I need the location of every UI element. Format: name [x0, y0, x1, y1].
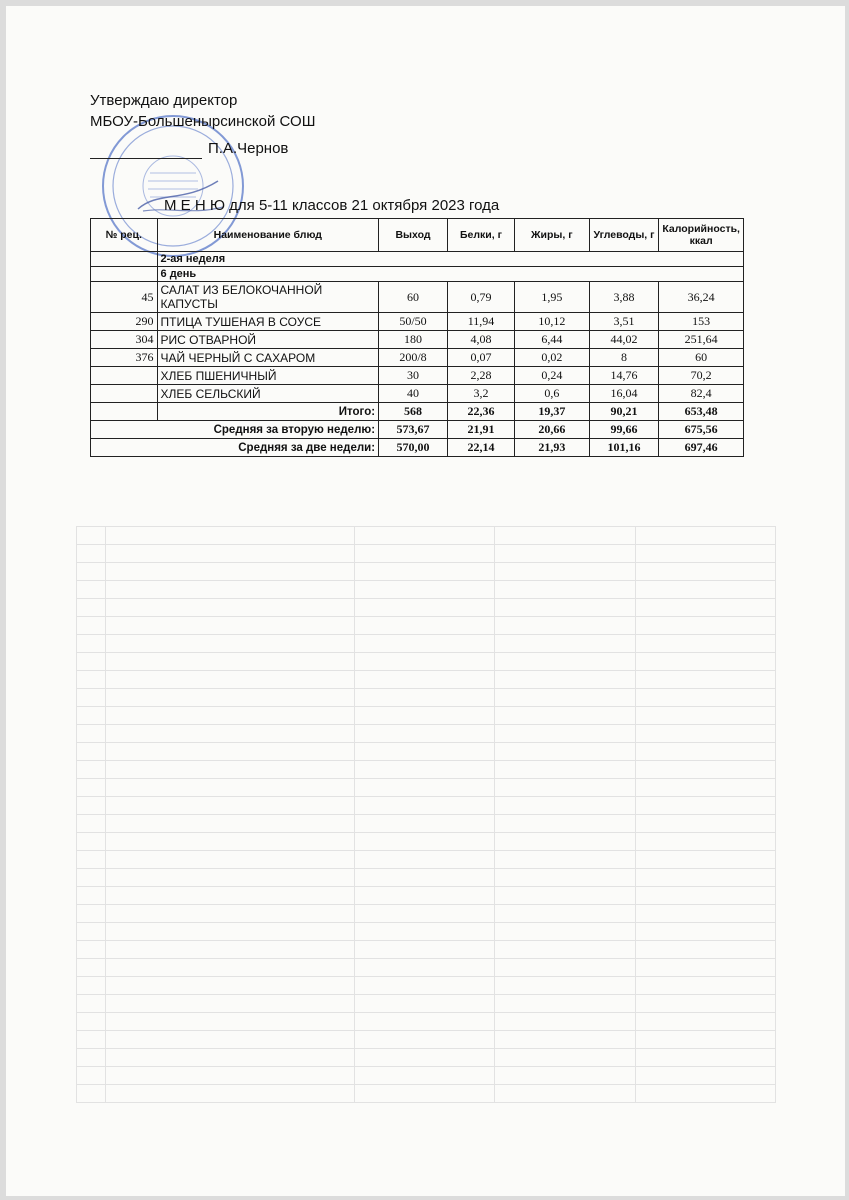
col-header-fat: Жиры, г — [514, 219, 589, 252]
avg-week-fat: 20,66 — [514, 421, 589, 439]
carbs-cell: 44,02 — [589, 331, 659, 349]
protein-cell: 4,08 — [447, 331, 514, 349]
recipe-number: 290 — [91, 313, 158, 331]
menu-table — [90, 218, 744, 457]
avg-week-protein: 21,91 — [447, 421, 514, 439]
total-fat: 19,37 — [514, 403, 589, 421]
avg-two-weeks-protein: 22,14 — [447, 439, 514, 457]
carbs-cell: 14,76 — [589, 367, 659, 385]
kcal-cell: 36,24 — [659, 282, 744, 313]
kcal-cell: 82,4 — [659, 385, 744, 403]
dish-name: РИС ОТВАРНОЙ — [157, 331, 379, 349]
bleed-through-table — [76, 526, 776, 1103]
carbs-cell: 8 — [589, 349, 659, 367]
day-row — [91, 267, 744, 282]
col-header-protein: Белки, г — [447, 219, 514, 252]
col-header-recipe: № рец. — [91, 219, 158, 252]
week-label: 2-ая неделя — [157, 252, 743, 267]
total-carbs: 90,21 — [589, 403, 659, 421]
table-row — [91, 331, 744, 349]
dish-name: ПТИЦА ТУШЕНАЯ В СОУСЕ — [157, 313, 379, 331]
output-cell: 200/8 — [379, 349, 448, 367]
recipe-number — [91, 385, 158, 403]
kcal-cell: 60 — [659, 349, 744, 367]
protein-cell: 0,79 — [447, 282, 514, 313]
day-label: 6 день — [157, 267, 743, 282]
col-header-carbs: Углеводы, г — [589, 219, 659, 252]
output-cell: 180 — [379, 331, 448, 349]
avg-two-weeks-carbs: 101,16 — [589, 439, 659, 457]
protein-cell: 3,2 — [447, 385, 514, 403]
recipe-number: 376 — [91, 349, 158, 367]
total-row — [91, 403, 744, 421]
recipe-number — [91, 367, 158, 385]
avg-two-weeks-fat: 21,93 — [514, 439, 589, 457]
total-protein: 22,36 — [447, 403, 514, 421]
fat-cell: 6,44 — [514, 331, 589, 349]
menu-title: М Е Н Ю для 5-11 классов 21 октября 2023 года — [164, 197, 500, 214]
table-header-row — [91, 219, 744, 252]
approval-title: Утверждаю директор — [90, 92, 238, 109]
kcal-cell: 251,64 — [659, 331, 744, 349]
dish-name: САЛАТ ИЗ БЕЛОКОЧАННОЙ КАПУСТЫ — [157, 282, 379, 313]
output-cell: 50/50 — [379, 313, 448, 331]
avg-week-output: 573,67 — [379, 421, 448, 439]
avg-week-kcal: 675,56 — [659, 421, 744, 439]
protein-cell: 0,07 — [447, 349, 514, 367]
signature-line — [90, 138, 315, 159]
dish-name: ЧАЙ ЧЕРНЫЙ С САХАРОМ — [157, 349, 379, 367]
approval-block — [90, 90, 315, 159]
output-cell: 40 — [379, 385, 448, 403]
avg-two-weeks-kcal: 697,46 — [659, 439, 744, 457]
output-cell: 30 — [379, 367, 448, 385]
carbs-cell: 3,51 — [589, 313, 659, 331]
school-name: МБОУ-Большенырсинской СОШ — [90, 113, 316, 130]
fat-cell: 0,24 — [514, 367, 589, 385]
fat-cell: 10,12 — [514, 313, 589, 331]
col-header-kcal: Калорийность, ккал — [659, 219, 744, 252]
recipe-number: 304 — [91, 331, 158, 349]
signature-underline — [90, 158, 202, 159]
table-row — [91, 385, 744, 403]
carbs-cell: 16,04 — [589, 385, 659, 403]
fat-cell: 0,02 — [514, 349, 589, 367]
signatory-name: П.А.Чернов — [208, 140, 289, 157]
avg-week-carbs: 99,66 — [589, 421, 659, 439]
dish-name: ХЛЕБ СЕЛЬСКИЙ — [157, 385, 379, 403]
table-row — [91, 313, 744, 331]
week-row — [91, 252, 744, 267]
document-page — [6, 6, 845, 1196]
table-row — [91, 349, 744, 367]
col-header-output: Выход — [379, 219, 448, 252]
output-cell: 60 — [379, 282, 448, 313]
total-output: 568 — [379, 403, 448, 421]
protein-cell: 11,94 — [447, 313, 514, 331]
avg-two-weeks-row — [91, 439, 744, 457]
total-kcal: 653,48 — [659, 403, 744, 421]
total-label: Итого: — [157, 403, 379, 421]
kcal-cell: 153 — [659, 313, 744, 331]
fat-cell: 1,95 — [514, 282, 589, 313]
protein-cell: 2,28 — [447, 367, 514, 385]
carbs-cell: 3,88 — [589, 282, 659, 313]
table-row — [91, 367, 744, 385]
recipe-number: 45 — [91, 282, 158, 313]
kcal-cell: 70,2 — [659, 367, 744, 385]
avg-week-label: Средняя за вторую неделю: — [91, 421, 379, 439]
col-header-dish: Наименование блюд — [157, 219, 379, 252]
dish-name: ХЛЕБ ПШЕНИЧНЫЙ — [157, 367, 379, 385]
avg-week-row — [91, 421, 744, 439]
fat-cell: 0,6 — [514, 385, 589, 403]
avg-two-weeks-label: Средняя за две недели: — [91, 439, 379, 457]
table-row — [91, 282, 744, 313]
avg-two-weeks-output: 570,00 — [379, 439, 448, 457]
